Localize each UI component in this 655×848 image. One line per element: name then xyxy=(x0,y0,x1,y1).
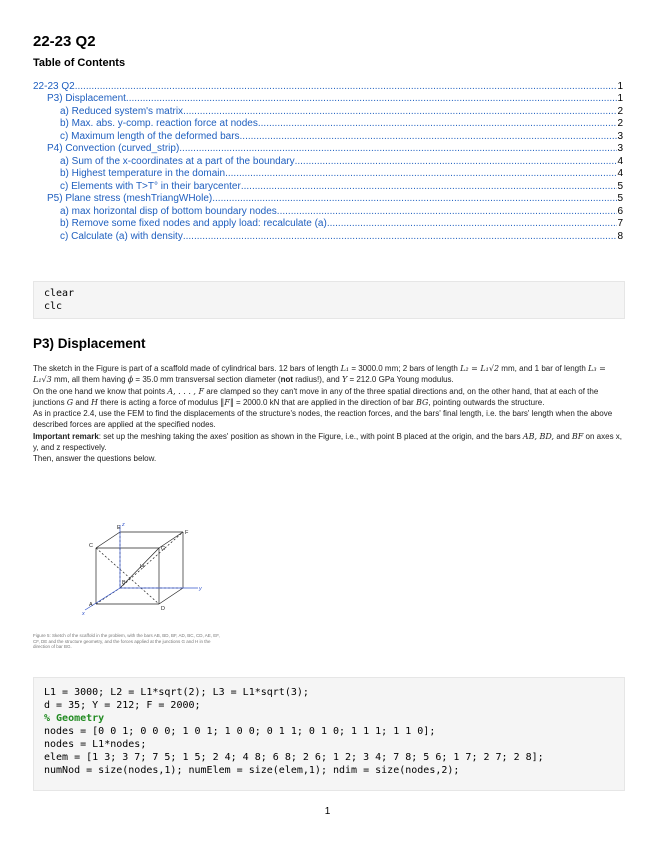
code-block-clear xyxy=(33,281,625,319)
code-line: elem = [1 3; 3 7; 7 5; 1 5; 2 4; 4 8; 6 8; 2 6; 1 2; 3 4; 7 8; 5 6; 1 7; 2 7; 2 8]; xyxy=(44,752,544,763)
toc-entry[interactable] xyxy=(33,218,623,231)
text: and xyxy=(73,397,91,407)
toc-entry-label[interactable]: c) Calculate (a) with density xyxy=(60,230,183,242)
toc-entry-label[interactable]: b) Remove some fixed nodes and apply load: recalculate (a) xyxy=(60,218,327,229)
text: = 212.0 GPa Young modulus. xyxy=(347,375,454,385)
toc-entry-label[interactable]: a) Sum of the x-coordinates at a part of the boundary xyxy=(60,155,295,167)
toc-entry-page: 3 xyxy=(617,130,623,142)
toc-entry[interactable] xyxy=(33,105,623,118)
toc-entry-label[interactable]: c) Elements with T>T° in their barycenter xyxy=(60,180,241,192)
toc-entry-page: 4 xyxy=(617,155,623,167)
math-symbol: Y xyxy=(341,375,348,385)
toc-leader-dots xyxy=(179,143,617,155)
figure-caption: Figure 5: Sketch of the scaffold in the problem, with the bars AB, BD, BF, AD, BC, CD, AE, EF, CF, DE and the structure geometry, and the forces applied at the junctions G and H in the direction of bar BG. xyxy=(33,633,220,649)
toc-leader-dots xyxy=(241,181,618,193)
document-title: 22-23 Q2 xyxy=(33,33,96,50)
math-symbol: A, . . . , F xyxy=(167,386,205,396)
bar-line xyxy=(96,532,120,548)
math-symbol: L₃ = L₁√3 xyxy=(33,364,606,385)
bold-text: not xyxy=(280,375,294,385)
text: radius!), and xyxy=(293,375,342,385)
code-line: nodes = L1*nodes; xyxy=(44,739,147,750)
text: = 3000.0 mm; 2 bars of length xyxy=(349,364,461,373)
toc-entry-page: 7 xyxy=(617,218,623,229)
toc-leader-dots xyxy=(183,106,617,118)
text: The sketch in the Figure is part of a scaffold made of cylindrical bars. 12 bars of length xyxy=(33,364,341,373)
toc-entry[interactable] xyxy=(33,205,623,218)
axis-label: x xyxy=(82,611,85,617)
toc-entry-label[interactable]: P5) Plane stress (meshTriangWHole) xyxy=(47,193,213,204)
toc-entry[interactable] xyxy=(33,118,623,131)
page-number: 1 xyxy=(324,806,331,817)
section-heading: P3) Displacement xyxy=(33,336,146,351)
toc-leader-dots xyxy=(212,193,617,205)
toc-entry[interactable] xyxy=(33,230,623,243)
toc-entry-page: 5 xyxy=(617,193,623,204)
text: On the one hand we know that points xyxy=(33,386,168,396)
code-block-geometry xyxy=(33,677,625,791)
toc-entry[interactable] xyxy=(33,180,623,193)
math-symbol: BG xyxy=(415,397,429,407)
code-comment: % Geometry xyxy=(44,713,105,724)
math-symbol: L₁ xyxy=(340,364,350,373)
toc-entry-page: 1 xyxy=(617,80,623,92)
bar-line xyxy=(96,548,159,604)
toc-entry-page: 2 xyxy=(617,118,623,129)
toc-entry[interactable] xyxy=(33,130,623,143)
toc-leader-dots xyxy=(75,81,618,93)
node-label: D xyxy=(161,606,165,612)
toc-entry-page: 5 xyxy=(617,180,623,192)
code-line: clear xyxy=(44,288,75,299)
problem-statement xyxy=(33,363,623,465)
text: mm, and 1 bar of length xyxy=(499,364,589,373)
math-symbol: L₂ = L₁√2 xyxy=(460,364,500,373)
toc-leader-dots xyxy=(295,156,618,168)
text: there is acting a force of modulus xyxy=(97,397,221,407)
toc-entry-page: 2 xyxy=(617,105,623,117)
text: = 35.0 mm transversal section diameter ( xyxy=(133,375,281,385)
node-label: G xyxy=(161,546,166,552)
math-symbol: ‖F‖ xyxy=(220,397,234,407)
math-symbol: ϕ xyxy=(127,375,134,385)
toc-entry[interactable] xyxy=(33,143,623,156)
math-symbol: BF xyxy=(571,431,584,441)
scaffold-figure xyxy=(80,520,230,650)
node-label: A xyxy=(89,602,93,608)
toc-leader-dots xyxy=(225,168,617,180)
paragraph xyxy=(33,431,623,454)
paragraph xyxy=(33,386,623,409)
toc-entry-label[interactable]: a) max horizontal disp of bottom boundary nodes xyxy=(60,205,277,217)
node-label: E xyxy=(117,525,121,531)
node-label: H xyxy=(140,564,144,570)
toc-entry-page: 8 xyxy=(617,230,623,242)
toc-entry[interactable] xyxy=(33,193,623,206)
axis-label: y xyxy=(199,586,202,592)
toc-leader-dots xyxy=(240,131,618,143)
text: and xyxy=(554,431,572,441)
paragraph: Then, answer the questions below. xyxy=(33,454,157,464)
text: mm, all them having xyxy=(51,375,128,385)
node-label: B xyxy=(122,580,126,586)
toc-leader-dots xyxy=(327,218,618,230)
code-line: clc xyxy=(44,301,63,312)
toc-entry-page: 3 xyxy=(617,143,623,154)
toc-leader-dots xyxy=(126,93,618,105)
table-of-contents xyxy=(33,80,623,243)
text: , pointing outwards the structure. xyxy=(428,397,545,407)
code-line: numNod = size(nodes,1); numElem = size(elem,1); ndim = size(nodes,2); xyxy=(44,765,460,776)
bar-line xyxy=(159,588,183,604)
toc-entry-label[interactable]: c) Maximum length of the deformed bars xyxy=(60,130,240,142)
axis-label: z xyxy=(122,522,125,528)
node-label: F xyxy=(185,530,189,536)
paragraph xyxy=(33,363,623,386)
toc-entry-page: 6 xyxy=(617,205,623,217)
toc-entry-page: 1 xyxy=(617,93,623,104)
toc-entry-label[interactable]: P3) Displacement xyxy=(47,93,126,104)
toc-entry-label[interactable]: b) Highest temperature in the domain xyxy=(60,168,226,179)
toc-entry-label[interactable]: P4) Convection (curved_strip) xyxy=(47,143,180,154)
code-line: L1 = 3000; L2 = L1*sqrt(2); L3 = L1*sqrt(3); xyxy=(44,687,309,698)
math-symbol: H xyxy=(90,397,98,407)
toc-heading: Table of Contents xyxy=(33,57,126,69)
bar-line xyxy=(120,532,183,588)
toc-entry[interactable] xyxy=(33,168,623,181)
math-symbol: AB, BD, xyxy=(522,431,555,441)
text: : set up the meshing taking the axes' position as shown in the Figure, i.e., with point B placed at the origin, and the bars xyxy=(98,431,523,441)
text: on axes x, y, and z respectively. xyxy=(33,431,623,453)
math-symbol: G xyxy=(66,397,74,407)
code-line: d = 35; Y = 212; F = 2000; xyxy=(44,700,201,711)
text: = 2000.0 kN that are applied in the direction of bar xyxy=(233,397,416,407)
toc-leader-dots xyxy=(183,231,618,243)
toc-entry[interactable] xyxy=(33,155,623,168)
text: are clamped so they can't move in any of the three spatial directions and, on the other hand, that at each of the junctions xyxy=(33,386,599,407)
toc-entry-label[interactable]: b) Max. abs. y-comp. reaction force at nodes xyxy=(60,118,258,129)
toc-leader-dots xyxy=(258,118,618,130)
toc-entry[interactable] xyxy=(33,80,623,93)
toc-entry-page: 4 xyxy=(617,168,623,179)
node-label: C xyxy=(89,543,93,549)
toc-entry[interactable] xyxy=(33,93,623,106)
paragraph: As in practice 2.4, use the FEM to find the displacements of the structure's nodes, the reaction forces, and the bars' final length, i.e. the bars' length when the above described forces are applied at the specified nodes. xyxy=(33,409,613,430)
bold-text: Important remark xyxy=(33,431,99,441)
code-line: nodes = [0 0 1; 0 0 0; 1 0 1; 1 0 0; 0 1 1; 0 1 0; 1 1 1; 1 1 0]; xyxy=(44,726,436,737)
toc-entry-label[interactable]: 22-23 Q2 xyxy=(33,80,75,92)
toc-leader-dots xyxy=(277,206,618,218)
toc-entry-label[interactable]: a) Reduced system's matrix xyxy=(60,105,184,117)
